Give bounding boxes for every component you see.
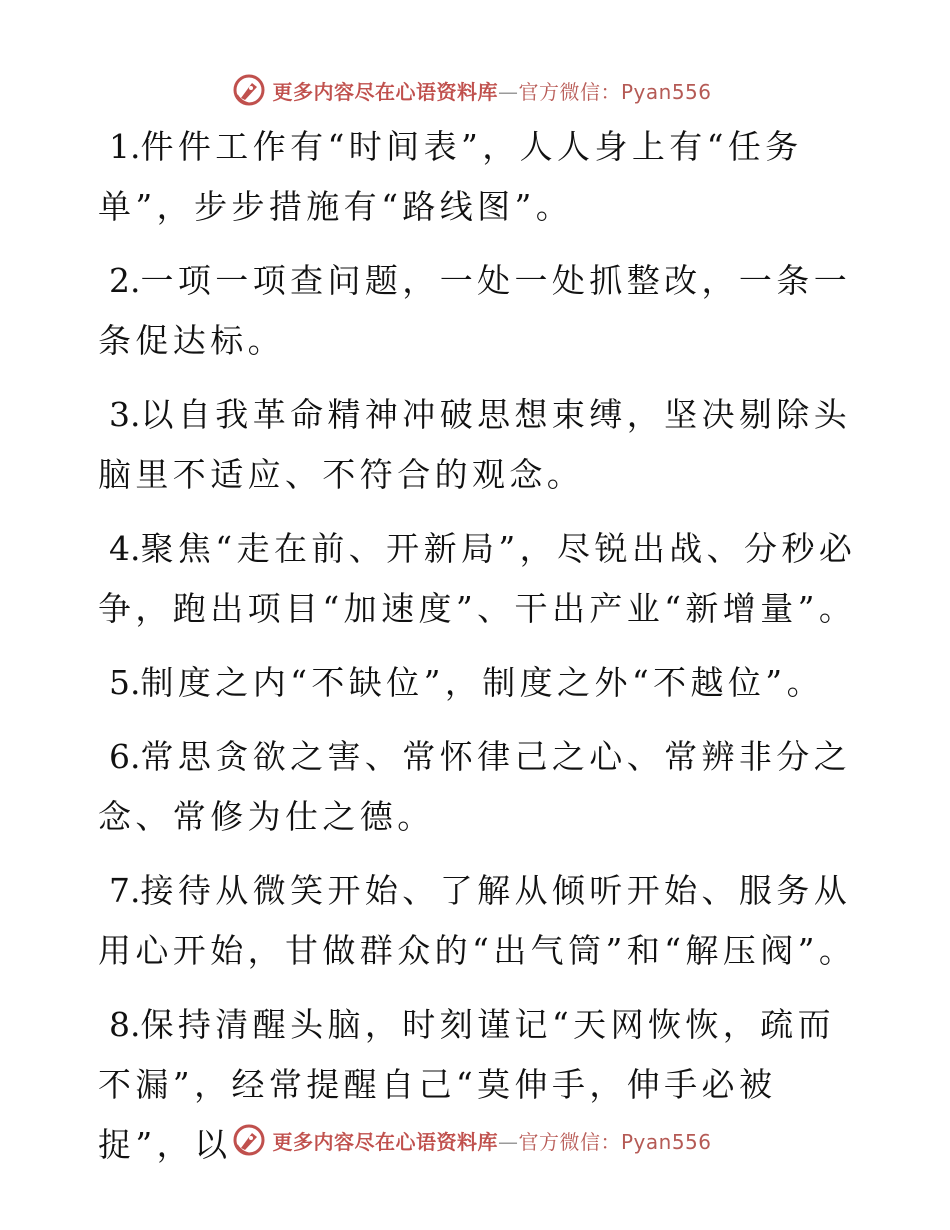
header-banner-handle: Pyan556: [620, 79, 712, 104]
header-banner-inner: [232, 73, 711, 107]
footer-banner-text: [272, 1126, 711, 1155]
list-item: [98, 251, 858, 371]
list-item: [98, 385, 858, 505]
item-text: 常思贪欲之害、常怀律己之心、常辨非分之念、常修为仕之德。: [98, 737, 852, 836]
list-item: [98, 653, 858, 713]
list-item: [98, 861, 858, 981]
item-number: 5.: [109, 663, 141, 702]
item-text: 一项一项查问题，一处一处抓整改，一条一条促达标。: [98, 261, 852, 360]
footer-banner: [0, 1120, 950, 1160]
item-text: 保持清醒头脑，时刻谨记“天网恢恢，疏而不漏”，经常提醒自己“莫伸手，伸手必被捉”，以: [98, 1005, 835, 1164]
header-banner-lead: 更多内容尽在心语资料库: [272, 79, 498, 104]
pen-nib-circle-icon: [232, 1123, 266, 1157]
list-item: [98, 727, 858, 847]
list-item: [98, 519, 858, 639]
item-number: 6.: [109, 737, 141, 776]
item-text: 制度之内“不缺位”，制度之外“不越位”。: [140, 663, 824, 702]
item-number: 2.: [109, 261, 141, 300]
item-text: 聚焦“走在前、开新局”，尽锐出战、分秒必争，跑出项目“加速度”、干出产业“新增量”。: [98, 529, 857, 628]
item-text: 以自我革命精神冲破思想束缚，坚决剔除头脑里不适应、不符合的观念。: [98, 395, 852, 494]
pen-nib-circle-icon: [232, 73, 266, 107]
footer-banner-inner: [232, 1123, 711, 1157]
item-number: 4.: [109, 529, 141, 568]
header-banner-dash: —: [497, 79, 519, 104]
document-body: [98, 117, 858, 1189]
item-number: 3.: [109, 395, 141, 434]
footer-banner-lead: 更多内容尽在心语资料库: [272, 1129, 498, 1154]
item-text: 接待从微笑开始、了解从倾听开始、服务从用心开始，甘做群众的“出气筒”和“解压阀”。: [98, 871, 857, 970]
header-banner-text: [272, 76, 711, 105]
list-item: [98, 117, 858, 237]
header-banner-label: 官方微信：: [518, 79, 621, 104]
header-banner: [0, 70, 950, 110]
item-number: 7.: [109, 871, 141, 910]
item-text: 件件工作有“时间表”，人人身上有“任务单”，步步措施有“路线图”。: [98, 127, 803, 226]
footer-banner-handle: Pyan556: [620, 1129, 712, 1154]
item-number: 1.: [109, 127, 141, 166]
footer-banner-dash: —: [497, 1129, 519, 1154]
footer-banner-label: 官方微信：: [518, 1129, 621, 1154]
item-number: 8.: [109, 1005, 141, 1044]
